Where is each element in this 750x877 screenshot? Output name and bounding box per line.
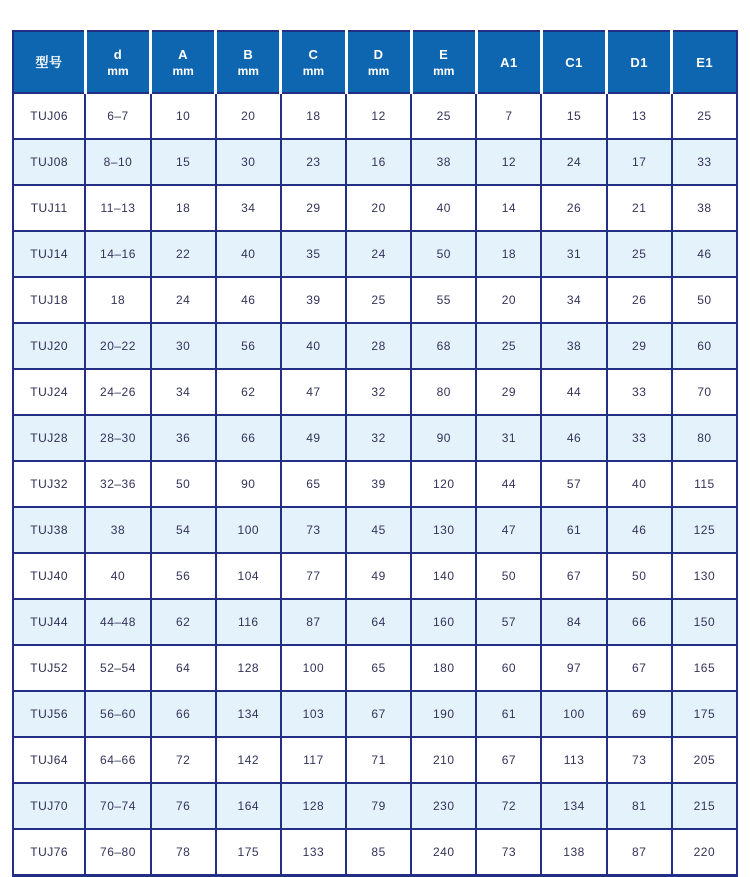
table-cell: 215	[672, 783, 737, 829]
table-cell: 87	[607, 829, 672, 876]
table-cell: 134	[541, 783, 606, 829]
table-row	[13, 691, 737, 737]
column-header-A	[151, 31, 216, 93]
table-cell: 50	[607, 553, 672, 599]
column-label: B	[243, 46, 254, 62]
table-body	[13, 93, 737, 876]
table-cell: 32–36	[85, 461, 150, 507]
table-cell: 39	[346, 461, 411, 507]
table-cell: 113	[541, 737, 606, 783]
table-header	[13, 31, 737, 93]
table-cell: 164	[216, 783, 281, 829]
table-cell: 24	[151, 277, 216, 323]
column-label: C1	[565, 54, 583, 70]
table-row	[13, 369, 737, 415]
table-cell: 38	[672, 185, 737, 231]
table-cell: 15	[151, 139, 216, 185]
table-cell: 76–80	[85, 829, 150, 876]
table-cell: 56	[151, 553, 216, 599]
column-unit-label: mm	[367, 63, 390, 78]
table-cell: 47	[281, 369, 346, 415]
column-label: A1	[500, 54, 518, 70]
table-cell: 12	[476, 139, 541, 185]
table-cell: 61	[476, 691, 541, 737]
table-cell: 26	[607, 277, 672, 323]
table-cell: 79	[346, 783, 411, 829]
column-header-D	[346, 31, 411, 93]
column-header-model	[13, 31, 85, 93]
table-cell: 97	[541, 645, 606, 691]
table-cell: 180	[411, 645, 476, 691]
table-cell: 61	[541, 507, 606, 553]
table-cell: 24	[541, 139, 606, 185]
model-cell: TUJ14	[13, 231, 85, 277]
table-cell: 44	[476, 461, 541, 507]
table-cell: 11–13	[85, 185, 150, 231]
column-label: A	[178, 46, 189, 62]
table-cell: 31	[476, 415, 541, 461]
model-cell: TUJ08	[13, 139, 85, 185]
table-cell: 78	[151, 829, 216, 876]
table-cell: 20–22	[85, 323, 150, 369]
table-cell: 130	[411, 507, 476, 553]
table-cell: 6–7	[85, 93, 150, 139]
column-header-d	[85, 31, 150, 93]
column-header-D1	[607, 31, 672, 93]
column-unit-label: mm	[172, 63, 194, 78]
table-cell: 18	[476, 231, 541, 277]
table-cell: 25	[411, 93, 476, 139]
column-unit-label: mm	[107, 63, 129, 78]
model-cell: TUJ20	[13, 323, 85, 369]
table-cell: 68	[411, 323, 476, 369]
model-cell: TUJ32	[13, 461, 85, 507]
table-cell: 100	[541, 691, 606, 737]
table-cell: 30	[151, 323, 216, 369]
model-cell: TUJ18	[13, 277, 85, 323]
table-row	[13, 277, 737, 323]
table-cell: 24–26	[85, 369, 150, 415]
model-cell: TUJ44	[13, 599, 85, 645]
table-cell: 66	[151, 691, 216, 737]
table-cell: 38	[411, 139, 476, 185]
table-cell: 38	[85, 507, 150, 553]
table-cell: 18	[281, 93, 346, 139]
table-cell: 100	[216, 507, 281, 553]
table-cell: 17	[607, 139, 672, 185]
table-row	[13, 599, 737, 645]
table-cell: 128	[216, 645, 281, 691]
table-cell: 21	[607, 185, 672, 231]
table-cell: 130	[672, 553, 737, 599]
table-cell: 50	[476, 553, 541, 599]
model-cell: TUJ24	[13, 369, 85, 415]
table-row	[13, 231, 737, 277]
table-cell: 70–74	[85, 783, 150, 829]
table-cell: 15	[541, 93, 606, 139]
table-cell: 40	[281, 323, 346, 369]
table-cell: 85	[346, 829, 411, 876]
table-cell: 80	[411, 369, 476, 415]
table-cell: 87	[281, 599, 346, 645]
table-cell: 50	[151, 461, 216, 507]
table-cell: 14	[476, 185, 541, 231]
table-cell: 230	[411, 783, 476, 829]
table-cell: 77	[281, 553, 346, 599]
table-cell: 69	[607, 691, 672, 737]
table-cell: 20	[476, 277, 541, 323]
table-cell: 90	[216, 461, 281, 507]
table-cell: 31	[541, 231, 606, 277]
table-cell: 65	[281, 461, 346, 507]
table-cell: 90	[411, 415, 476, 461]
table-cell: 7	[476, 93, 541, 139]
table-cell: 190	[411, 691, 476, 737]
table-cell: 73	[607, 737, 672, 783]
table-cell: 18	[151, 185, 216, 231]
table-cell: 117	[281, 737, 346, 783]
table-row	[13, 461, 737, 507]
table-cell: 34	[216, 185, 281, 231]
table-cell: 32	[346, 415, 411, 461]
table-cell: 66	[607, 599, 672, 645]
table-cell: 32	[346, 369, 411, 415]
table-cell: 12	[346, 93, 411, 139]
table-cell: 49	[346, 553, 411, 599]
table-row	[13, 93, 737, 139]
table-cell: 76	[151, 783, 216, 829]
column-label: 型号	[35, 54, 63, 70]
model-cell: TUJ64	[13, 737, 85, 783]
table-row	[13, 185, 737, 231]
table-cell: 34	[541, 277, 606, 323]
table-cell: 28	[346, 323, 411, 369]
table-cell: 46	[216, 277, 281, 323]
table-cell: 104	[216, 553, 281, 599]
table-cell: 125	[672, 507, 737, 553]
table-row	[13, 415, 737, 461]
table-cell: 80	[672, 415, 737, 461]
table-cell: 116	[216, 599, 281, 645]
table-cell: 44–48	[85, 599, 150, 645]
column-label: E	[439, 46, 449, 62]
table-cell: 50	[672, 277, 737, 323]
table-cell: 16	[346, 139, 411, 185]
table-cell: 210	[411, 737, 476, 783]
table-cell: 240	[411, 829, 476, 876]
table-cell: 38	[541, 323, 606, 369]
table-cell: 29	[281, 185, 346, 231]
table-cell: 175	[672, 691, 737, 737]
table-cell: 47	[476, 507, 541, 553]
table-cell: 115	[672, 461, 737, 507]
column-header-E1	[672, 31, 737, 93]
table-cell: 72	[476, 783, 541, 829]
table-cell: 60	[476, 645, 541, 691]
table-cell: 46	[541, 415, 606, 461]
table-cell: 36	[151, 415, 216, 461]
table-cell: 133	[281, 829, 346, 876]
table-cell: 35	[281, 231, 346, 277]
model-cell: TUJ38	[13, 507, 85, 553]
table-cell: 142	[216, 737, 281, 783]
table-row	[13, 783, 737, 829]
column-label: D	[373, 46, 384, 62]
column-header-A1	[476, 31, 541, 93]
table-cell: 70	[672, 369, 737, 415]
column-label: d	[113, 46, 123, 62]
table-row	[13, 829, 737, 876]
table-cell: 20	[346, 185, 411, 231]
table-cell: 138	[541, 829, 606, 876]
table-cell: 26	[541, 185, 606, 231]
column-label: E1	[696, 54, 714, 70]
table-cell: 28–30	[85, 415, 150, 461]
table-cell: 34	[151, 369, 216, 415]
table-cell: 23	[281, 139, 346, 185]
table-cell: 64–66	[85, 737, 150, 783]
table-cell: 55	[411, 277, 476, 323]
table-row	[13, 645, 737, 691]
table-cell: 33	[607, 415, 672, 461]
table-row	[13, 737, 737, 783]
table-cell: 81	[607, 783, 672, 829]
table-cell: 62	[151, 599, 216, 645]
table-row	[13, 323, 737, 369]
table-cell: 57	[541, 461, 606, 507]
table-cell: 46	[607, 507, 672, 553]
header-row	[13, 31, 737, 93]
model-cell: TUJ70	[13, 783, 85, 829]
table-cell: 66	[216, 415, 281, 461]
table-cell: 84	[541, 599, 606, 645]
table-cell: 40	[411, 185, 476, 231]
table-cell: 220	[672, 829, 737, 876]
table-row	[13, 507, 737, 553]
table-cell: 29	[607, 323, 672, 369]
model-cell: TUJ56	[13, 691, 85, 737]
table-cell: 71	[346, 737, 411, 783]
column-header-E	[411, 31, 476, 93]
table-cell: 39	[281, 277, 346, 323]
table-cell: 45	[346, 507, 411, 553]
table-cell: 165	[672, 645, 737, 691]
table-cell: 103	[281, 691, 346, 737]
table-cell: 40	[216, 231, 281, 277]
column-header-C1	[541, 31, 606, 93]
spec-table	[12, 30, 738, 877]
table-cell: 60	[672, 323, 737, 369]
table-cell: 22	[151, 231, 216, 277]
table-cell: 100	[281, 645, 346, 691]
table-cell: 8–10	[85, 139, 150, 185]
table-cell: 128	[281, 783, 346, 829]
table-cell: 65	[346, 645, 411, 691]
table-cell: 64	[151, 645, 216, 691]
table-cell: 120	[411, 461, 476, 507]
table-cell: 40	[85, 553, 150, 599]
table-cell: 54	[151, 507, 216, 553]
column-unit-label: mm	[237, 63, 259, 78]
table-row	[13, 139, 737, 185]
table-cell: 73	[476, 829, 541, 876]
column-label: D1	[630, 54, 649, 70]
table-cell: 67	[346, 691, 411, 737]
table-cell: 40	[607, 461, 672, 507]
table-cell: 14–16	[85, 231, 150, 277]
table-cell: 30	[216, 139, 281, 185]
table-cell: 25	[476, 323, 541, 369]
table-cell: 64	[346, 599, 411, 645]
model-cell: TUJ40	[13, 553, 85, 599]
table-cell: 57	[476, 599, 541, 645]
table-cell: 140	[411, 553, 476, 599]
table-cell: 25	[346, 277, 411, 323]
column-label: C	[308, 46, 319, 62]
table-cell: 44	[541, 369, 606, 415]
model-cell: TUJ76	[13, 829, 85, 876]
table-cell: 25	[672, 93, 737, 139]
table-cell: 56	[216, 323, 281, 369]
column-header-C	[281, 31, 346, 93]
table-cell: 49	[281, 415, 346, 461]
table-cell: 10	[151, 93, 216, 139]
column-header-B	[216, 31, 281, 93]
table-cell: 13	[607, 93, 672, 139]
model-cell: TUJ06	[13, 93, 85, 139]
table-cell: 56–60	[85, 691, 150, 737]
table-cell: 29	[476, 369, 541, 415]
model-cell: TUJ11	[13, 185, 85, 231]
table-cell: 67	[607, 645, 672, 691]
table-cell: 160	[411, 599, 476, 645]
table-cell: 25	[607, 231, 672, 277]
table-cell: 134	[216, 691, 281, 737]
table-cell: 67	[541, 553, 606, 599]
model-cell: TUJ52	[13, 645, 85, 691]
table-cell: 72	[151, 737, 216, 783]
column-unit-label: mm	[302, 63, 325, 78]
model-cell: TUJ28	[13, 415, 85, 461]
table-cell: 67	[476, 737, 541, 783]
table-cell: 175	[216, 829, 281, 876]
column-unit-label: mm	[433, 63, 455, 78]
table-cell: 18	[85, 277, 150, 323]
table-cell: 20	[216, 93, 281, 139]
table-cell: 62	[216, 369, 281, 415]
table-row	[13, 553, 737, 599]
table-cell: 205	[672, 737, 737, 783]
table-cell: 50	[411, 231, 476, 277]
table-cell: 33	[672, 139, 737, 185]
table-cell: 24	[346, 231, 411, 277]
table-cell: 150	[672, 599, 737, 645]
table-cell: 73	[281, 507, 346, 553]
table-cell: 46	[672, 231, 737, 277]
table-cell: 33	[607, 369, 672, 415]
table-cell: 52–54	[85, 645, 150, 691]
